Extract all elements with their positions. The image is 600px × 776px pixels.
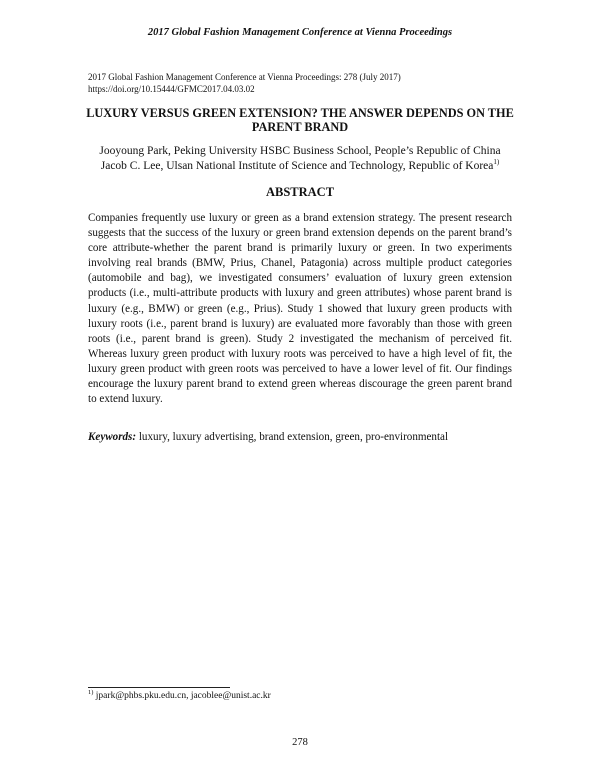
abstract-heading: ABSTRACT — [265, 185, 335, 199]
footnote-marker: 1) — [493, 158, 500, 167]
author-line-2 — [78, 159, 522, 174]
doi-line: https://doi.org/10.15444/GFMC2017.04.03.02 — [88, 83, 255, 94]
authors-block — [78, 144, 522, 174]
page-number: 278 — [292, 737, 308, 748]
keywords-label: Keywords: — [88, 431, 137, 443]
author-line-1: Jooyoung Park, Peking University HSBC Business School, People’s Republic of China — [99, 145, 501, 157]
citation-block — [88, 72, 401, 95]
running-head: 2017 Global Fashion Management Conference at Vienna Proceedings — [147, 27, 453, 38]
citation-line: 2017 Global Fashion Management Conference at Vienna Proceedings: 278 (July 2017) — [88, 72, 401, 82]
keywords-text: luxury, luxury advertising, brand extension, green, pro-environmental — [136, 431, 449, 443]
footnote-emails: jpark@phbs.pku.edu.cn, jacoblee@unist.ac.kr — [93, 691, 271, 701]
footnote-marker-bottom: 1) — [88, 688, 94, 696]
author-line-2-text: Jacob C. Lee, Ulsan National Institute of Science and Technology, Republic of Korea — [100, 160, 494, 172]
keywords — [88, 430, 512, 445]
footnote — [88, 688, 271, 701]
footnote-rule — [88, 687, 230, 688]
paper-title: LUXURY VERSUS GREEN EXTENSION? THE ANSWER DEPENDS ON THE PARENT BRAND — [86, 106, 514, 134]
abstract-body: Companies frequently use luxury or green as a brand extension strategy. The present research suggests that the success of the luxury or green brand extension depends on the parent brand’s core attribute-whether the parent brand is primarily luxury or green. In two experiments involving real brands (BMW, Prius, Chanel, Patagonia) across multiple product categories (automobile and bag), we investigated consumers’ evaluation of luxury green extension products (i.e., multi-attribute products with luxury and green attributes) whose parent brand is luxury (e.g., BMW) or green (e.g., Prius). Study 1 showed that luxury green products with luxury roots (i.e., parent brand is luxury) are evaluated more favorably than those with green roots (i.e., parent brand is green). Study 2 investigated the mechanism of perceived fit. Whereas luxury green product with luxury roots was perceived to have a high level of fit, the luxury green product with green roots was perceived to have a lower level of fit. Our findings encourage the luxury parent brand to extend green whereas discourage the green parent brand to extend luxury. — [88, 212, 512, 406]
